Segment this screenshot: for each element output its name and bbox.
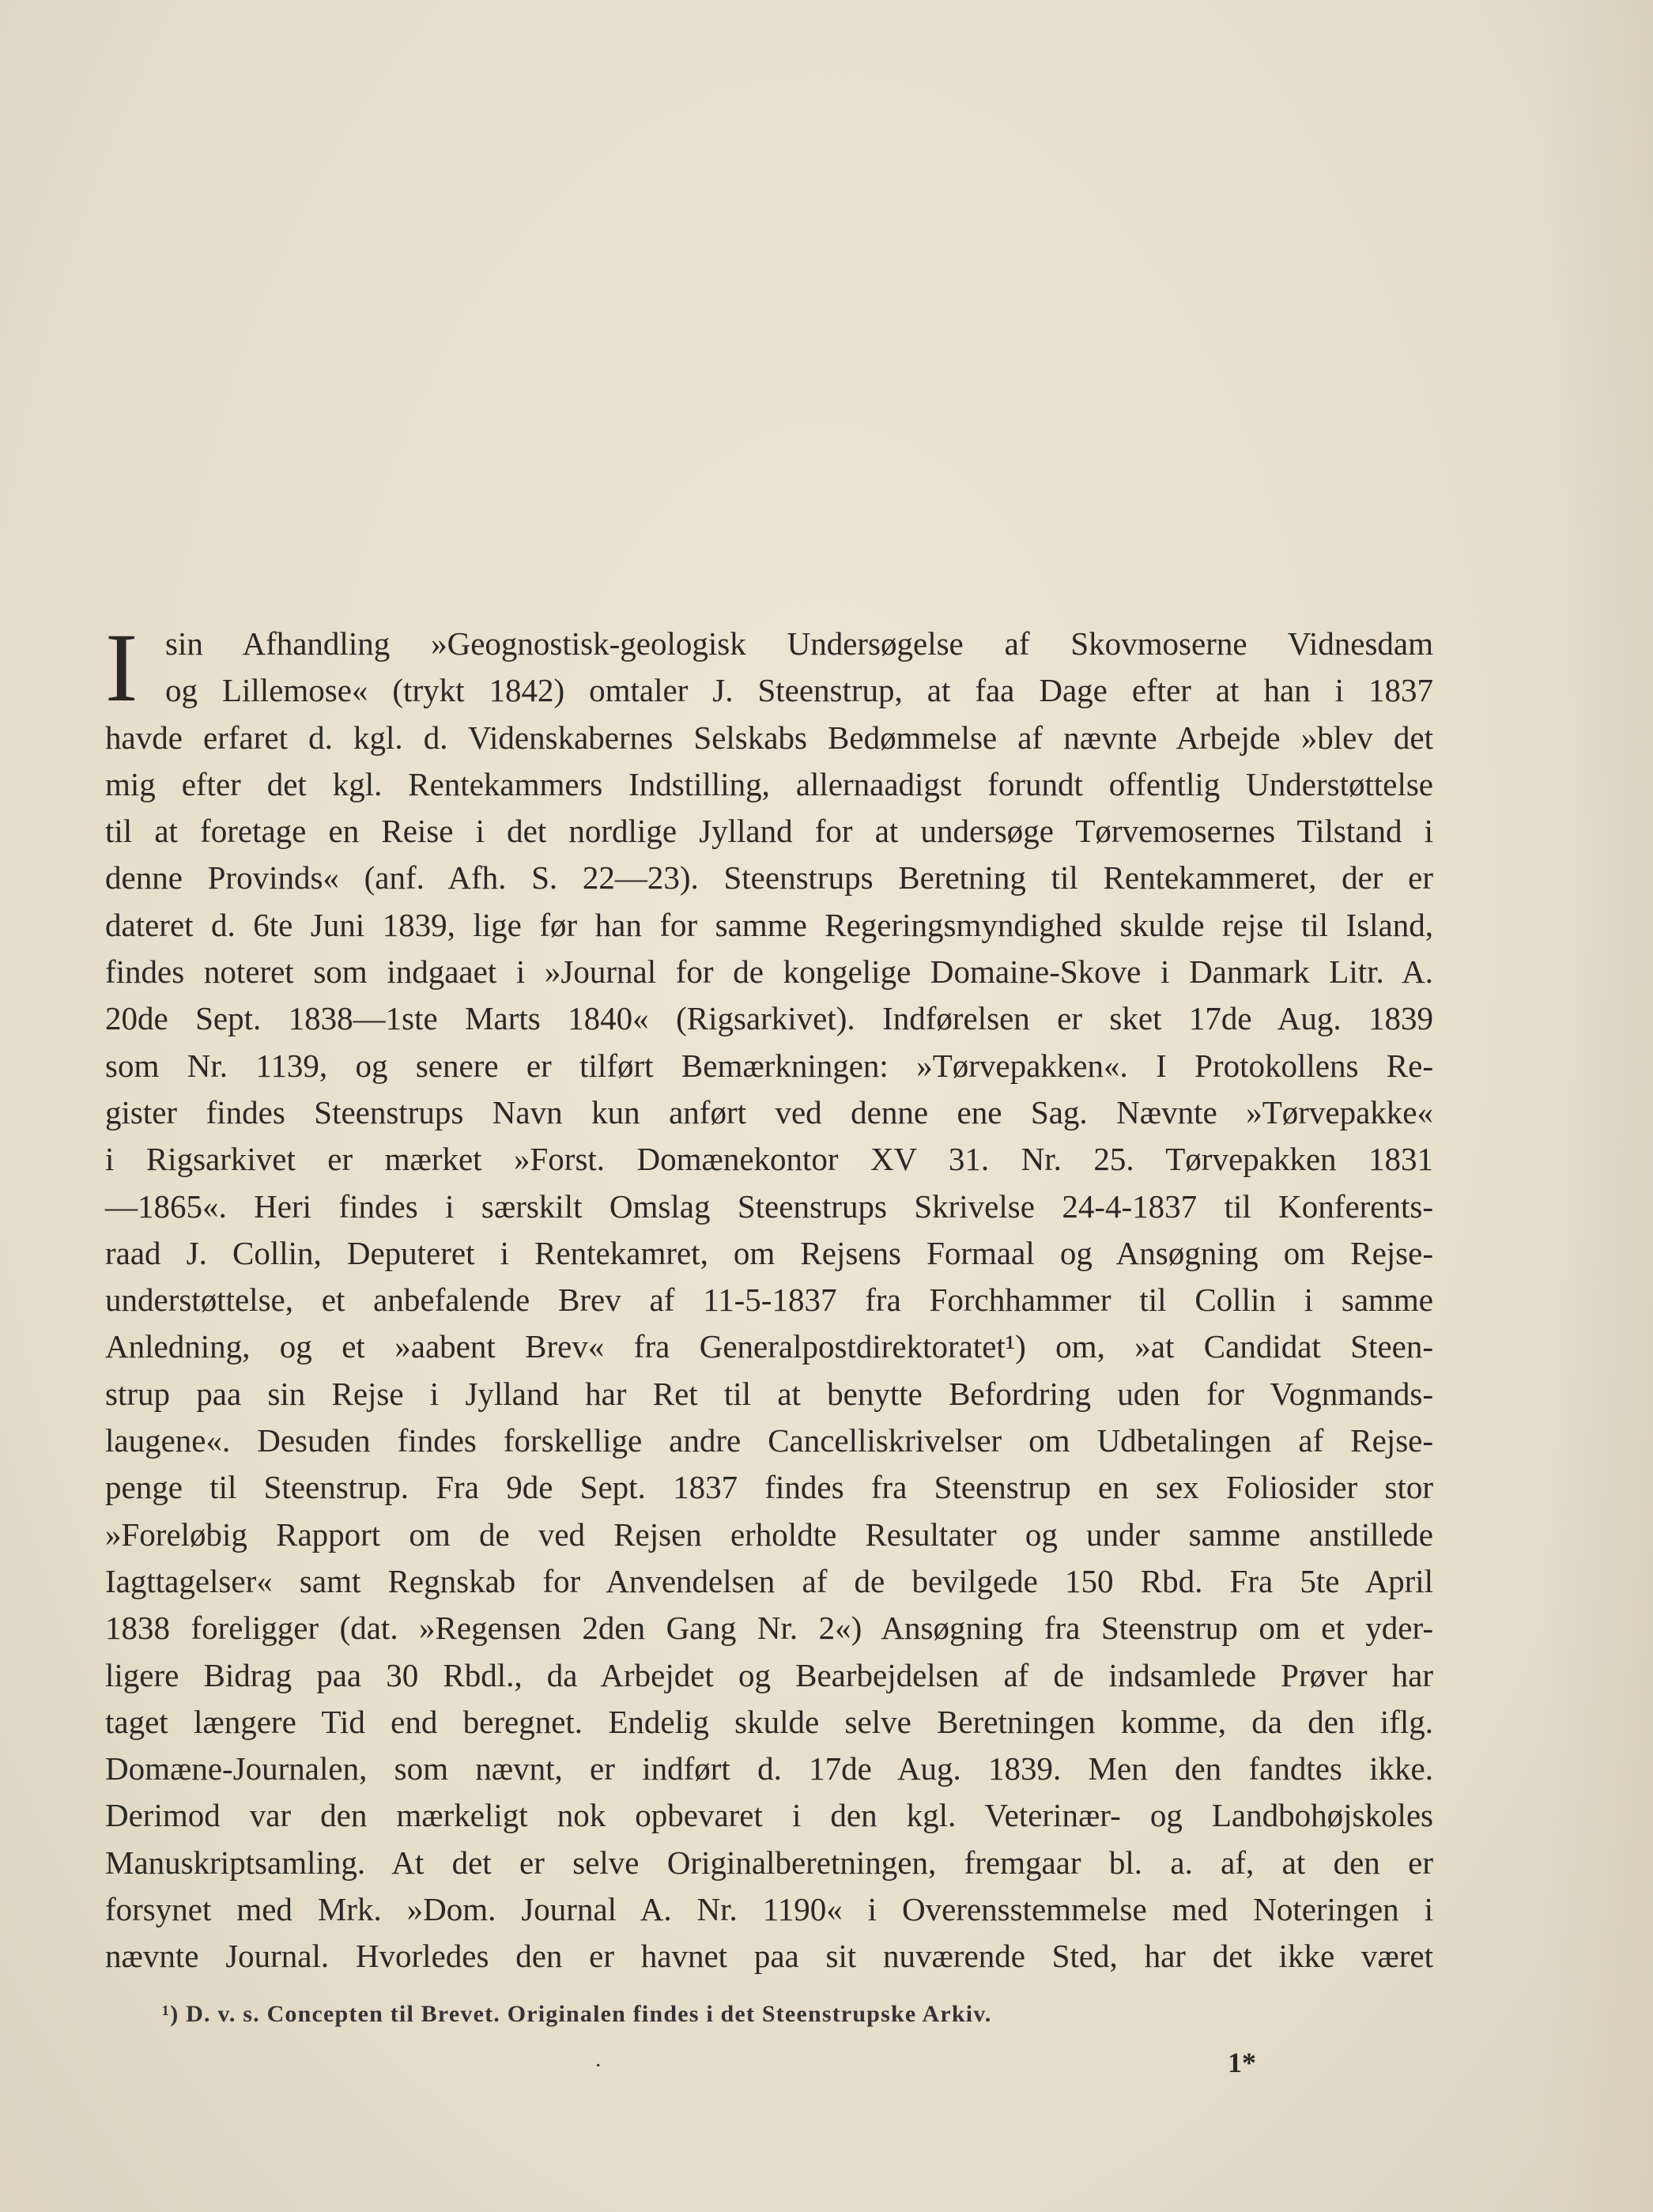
text-line: forsynet med Mrk. »Dom. Journal A. Nr. 1190« i Overensstemmelse med Noteringen i (105, 1891, 1433, 1928)
page-edge-shading (1542, 0, 1653, 2212)
text-line: taget længere Tid end beregnet. Endelig skulde selve Beretningen komme, da den iflg. (105, 1703, 1433, 1740)
text-line: mig efter det kgl. Rentekammers Indstilling, allernaadigst forundt offentlig Understøttelse (105, 765, 1433, 802)
text-line: findes noteret som indgaaet i »Journal for de kongelige Domaine-Skove i Danmark Litr. A. (105, 953, 1433, 991)
text-line: i Rigsarkivet er mærket »Forst. Domænekontor XV 31. Nr. 25. Tørvepakken 1831 (105, 1141, 1433, 1178)
text-line: Domæne-Journalen, som nævnt, er indført d. 17de Aug. 1839. Men den fandtes ikke. (105, 1750, 1433, 1787)
text-line: som Nr. 1139, og senere er tilført Bemærkningen: »Tørvepakken«. I Protokollens Re- (105, 1047, 1433, 1084)
text-line: Iagttagelser« samt Regnskab for Anvendelsen af de bevilgede 150 Rbd. Fra 5te April (105, 1562, 1433, 1599)
text-line: denne Provinds« (anf. Afh. S. 22—23). Steenstrups Beretning til Rentekammeret, der er (105, 859, 1433, 897)
page-mark: · (594, 2054, 602, 2078)
text-line: Derimod var den mærkeligt nok opbevaret i den kgl. Veterinær- og Landbohøjskoles (105, 1797, 1433, 1834)
text-line: penge til Steenstrup. Fra 9de Sept. 1837 findes fra Steenstrup en sex Foliosider stor (105, 1469, 1433, 1506)
text-line: sin Afhandling »Geognostisk-geologisk Undersøgelse af Skovmoserne Vidnesdam (165, 625, 1433, 662)
text-line: Manuskriptsamling. At det er selve Originalberetningen, fremgaar bl. a. af, at den er (105, 1844, 1433, 1881)
drop-initial: I (105, 613, 138, 722)
text-line: til at foretage en Reise i det nordlige Jylland for at undersøge Tørvemosernes Tilstand i (105, 813, 1433, 850)
text-line: dateret d. 6te Juni 1839, lige før han for samme Regeringsmyndighed skulde rejse til Island, (105, 906, 1433, 943)
text-line: —1865«. Heri findes i særskilt Omslag Steenstrups Skrivelse 24-4-1837 til Konferents- (105, 1187, 1433, 1225)
text-line: nævnte Journal. Hvorledes den er havnet paa sit nuværende Sted, har det ikke været (105, 1938, 1433, 1975)
text-line: understøttelse, et anbefalende Brev af 11-5-1837 fra Forchhammer til Collin i samme (105, 1282, 1433, 1319)
text-line: »Foreløbig Rapport om de ved Rejsen erholdte Resultater og under samme anstillede (105, 1516, 1433, 1553)
text-line: 1838 foreligger (dat. »Regensen 2den Gang Nr. 2«) Ansøgning fra Steenstrup om et yder- (105, 1610, 1433, 1647)
footnote: ¹) D. v. s. Concepten til Brevet. Originalen findes i det Steenstrupske Arkiv. (162, 2001, 992, 2027)
text-line: 20de Sept. 1838—1ste Marts 1840« (Rigsarkivet). Indførelsen er sket 17de Aug. 1839 (105, 1000, 1433, 1037)
text-line: Anledning, og et »aabent Brev« fra Generalpostdirektoratet¹) om, »at Candidat Steen- (105, 1328, 1433, 1365)
text-line: raad J. Collin, Deputeret i Rentekamret, om Rejsens Formaal og Ansøgning om Rejse- (105, 1234, 1433, 1271)
page-number: 1* (1228, 2047, 1256, 2078)
text-line: ligere Bidrag paa 30 Rbdl., da Arbejdet og Bearbejdelsen af de indsamlede Prøver har (105, 1656, 1433, 1693)
text-line: havde erfaret d. kgl. d. Videnskabernes Selskabs Bedømmelse af nævnte Arbejde »blev det (105, 719, 1433, 756)
body-text (105, 613, 1433, 1980)
text-line: og Lillemose« (trykt 1842) omtaler J. Steenstrup, at faa Dage efter at han i 1837 (165, 672, 1433, 709)
text-line: laugene«. Desuden findes forskellige andre Cancelliskrivelser om Udbetalingen af Rejse- (105, 1422, 1433, 1459)
text-line: strup paa sin Rejse i Jylland har Ret til at benytte Befordring uden for Vognmands- (105, 1375, 1433, 1412)
text-line: gister findes Steenstrups Navn kun anført ved denne ene Sag. Nævnte »Tørvepakke« (105, 1093, 1433, 1131)
